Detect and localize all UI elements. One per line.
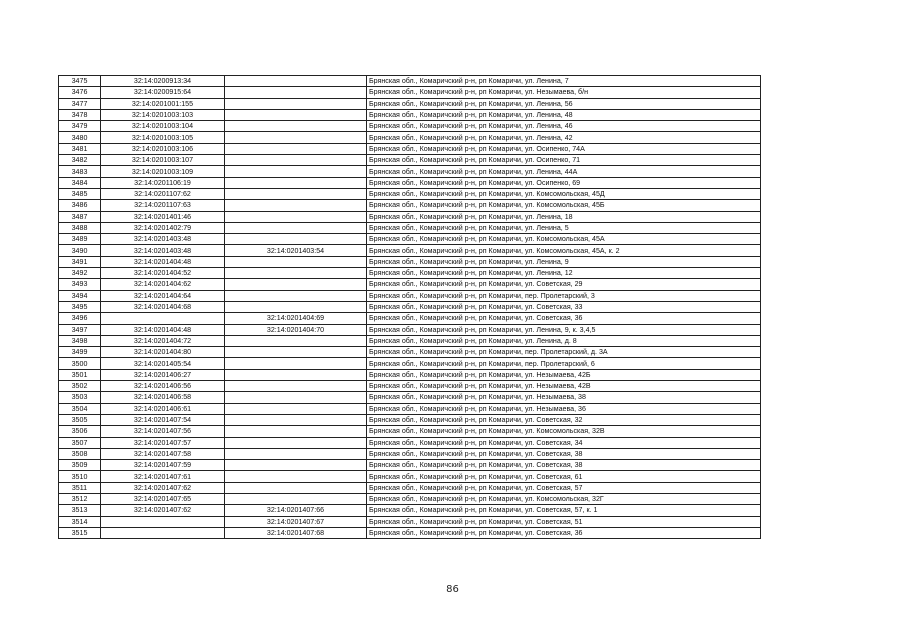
table-row (59, 98, 761, 109)
table-row (59, 482, 761, 493)
address-cell: Брянская обл., Комаричский р-н, рп Комаричи, ул. Ленина, 12 (367, 268, 761, 279)
row-number-cell: 3491 (59, 256, 101, 267)
table-row (59, 188, 761, 199)
cadastral-number-cell: 32:14:0201003:106 (101, 143, 225, 154)
table-row (59, 76, 761, 87)
address-cell: Брянская обл., Комаричский р-н, рп Комаричи, ул. Незымаева, б/н (367, 87, 761, 98)
table-row (59, 493, 761, 504)
cadastral-number-secondary-cell (225, 222, 367, 233)
table-row (59, 516, 761, 527)
table-row (59, 279, 761, 290)
cadastral-number-secondary-cell (225, 98, 367, 109)
table-row (59, 200, 761, 211)
table-row (59, 222, 761, 233)
row-number-cell: 3487 (59, 211, 101, 222)
cadastral-number-secondary-cell (225, 358, 367, 369)
row-number-cell: 3488 (59, 222, 101, 233)
cadastral-number-cell: 32:14:0201401:46 (101, 211, 225, 222)
row-number-cell: 3515 (59, 527, 101, 538)
address-cell: Брянская обл., Комаричский р-н, рп Комаричи, ул. Осипенко, 74А (367, 143, 761, 154)
row-number-cell: 3506 (59, 426, 101, 437)
cadastral-number-secondary-cell (225, 121, 367, 132)
row-number-cell: 3482 (59, 155, 101, 166)
cadastral-number-cell: 32:14:0201407:57 (101, 437, 225, 448)
cadastral-number-secondary-cell: 32:14:0201407:67 (225, 516, 367, 527)
address-cell: Брянская обл., Комаричский р-н, рп Комаричи, ул. Ленина, д. 8 (367, 335, 761, 346)
row-number-cell: 3493 (59, 279, 101, 290)
address-cell: Брянская обл., Комаричский р-н, рп Комаричи, ул. Осипенко, 69 (367, 177, 761, 188)
cadastral-number-cell: 32:14:0201106:19 (101, 177, 225, 188)
cadastral-number-secondary-cell (225, 200, 367, 211)
cadastral-number-cell: 32:14:0201003:103 (101, 109, 225, 120)
table-row (59, 256, 761, 267)
table-row (59, 403, 761, 414)
table-row (59, 245, 761, 256)
address-cell: Брянская обл., Комаричский р-н, рп Комаричи, ул. Ленина, 7 (367, 76, 761, 87)
address-cell: Брянская обл., Комаричский р-н, рп Комаричи, ул. Комсомольская, 32Г (367, 493, 761, 504)
cadastral-number-cell (101, 527, 225, 538)
row-number-cell: 3502 (59, 381, 101, 392)
registry-table-body (59, 76, 761, 539)
cadastral-number-secondary-cell: 32:14:0201407:66 (225, 505, 367, 516)
row-number-cell: 3504 (59, 403, 101, 414)
cadastral-number-cell: 32:14:0201404:80 (101, 347, 225, 358)
address-cell: Брянская обл., Комаричский р-н, рп Комаричи, пер. Пролетарский, д. 3А (367, 347, 761, 358)
cadastral-number-cell: 32:14:0201407:56 (101, 426, 225, 437)
address-cell: Брянская обл., Комаричский р-н, рп Комаричи, ул. Советская, 36 (367, 313, 761, 324)
cadastral-number-cell: 32:14:0201003:109 (101, 166, 225, 177)
cadastral-number-cell: 32:14:0200913:34 (101, 76, 225, 87)
cadastral-number-cell: 32:14:0201402:79 (101, 222, 225, 233)
cadastral-number-cell: 32:14:0201107:63 (101, 200, 225, 211)
cadastral-number-secondary-cell (225, 234, 367, 245)
cadastral-number-secondary-cell (225, 279, 367, 290)
cadastral-number-secondary-cell (225, 268, 367, 279)
table-row (59, 414, 761, 425)
row-number-cell: 3485 (59, 188, 101, 199)
table-row (59, 177, 761, 188)
cadastral-number-cell: 32:14:0201406:58 (101, 392, 225, 403)
cadastral-number-secondary-cell (225, 403, 367, 414)
cadastral-number-secondary-cell: 32:14:0201407:68 (225, 527, 367, 538)
cadastral-number-cell: 32:14:0201404:72 (101, 335, 225, 346)
cadastral-number-secondary-cell (225, 426, 367, 437)
row-number-cell: 3509 (59, 460, 101, 471)
row-number-cell: 3490 (59, 245, 101, 256)
address-cell: Брянская обл., Комаричский р-н, рп Комаричи, ул. Ленина, 56 (367, 98, 761, 109)
cadastral-number-cell: 32:14:0201407:54 (101, 414, 225, 425)
row-number-cell: 3497 (59, 324, 101, 335)
page-number: 86 (446, 584, 459, 595)
cadastral-number-secondary-cell (225, 471, 367, 482)
row-number-cell: 3510 (59, 471, 101, 482)
table-row (59, 335, 761, 346)
address-cell: Брянская обл., Комаричский р-н, рп Комаричи, ул. Осипенко, 71 (367, 155, 761, 166)
cadastral-number-cell (101, 516, 225, 527)
cadastral-number-secondary-cell (225, 76, 367, 87)
table-row (59, 155, 761, 166)
cadastral-number-secondary-cell (225, 132, 367, 143)
cadastral-number-cell: 32:14:0201406:56 (101, 381, 225, 392)
address-cell: Брянская обл., Комаричский р-н, рп Комаричи, ул. Незымаева, 38 (367, 392, 761, 403)
address-cell: Брянская обл., Комаричский р-н, рп Комаричи, ул. Советская, 34 (367, 437, 761, 448)
table-row (59, 166, 761, 177)
cadastral-number-cell: 32:14:0201404:48 (101, 256, 225, 267)
cadastral-number-secondary-cell (225, 290, 367, 301)
cadastral-number-cell: 32:14:0201404:62 (101, 279, 225, 290)
table-row (59, 426, 761, 437)
cadastral-number-cell: 32:14:0201404:68 (101, 301, 225, 312)
cadastral-number-secondary-cell (225, 188, 367, 199)
row-number-cell: 3514 (59, 516, 101, 527)
table-row (59, 347, 761, 358)
row-number-cell: 3494 (59, 290, 101, 301)
table-row (59, 471, 761, 482)
row-number-cell: 3480 (59, 132, 101, 143)
address-cell: Брянская обл., Комаричский р-н, рп Комаричи, ул. Советская, 61 (367, 471, 761, 482)
address-cell: Брянская обл., Комаричский р-н, рп Комаричи, пер. Пролетарский, 3 (367, 290, 761, 301)
table-row (59, 87, 761, 98)
cadastral-number-cell: 32:14:0201404:64 (101, 290, 225, 301)
cadastral-number-cell: 32:14:0201407:62 (101, 482, 225, 493)
table-row (59, 109, 761, 120)
table-row (59, 268, 761, 279)
row-number-cell: 3495 (59, 301, 101, 312)
cadastral-number-secondary-cell (225, 155, 367, 166)
cadastral-number-cell: 32:14:0201407:61 (101, 471, 225, 482)
address-cell: Брянская обл., Комаричский р-н, рп Комаричи, ул. Ленина, 44А (367, 166, 761, 177)
row-number-cell: 3481 (59, 143, 101, 154)
cadastral-number-cell: 32:14:0201406:27 (101, 369, 225, 380)
cadastral-number-secondary-cell (225, 143, 367, 154)
row-number-cell: 3501 (59, 369, 101, 380)
cadastral-number-cell: 32:14:0200915:64 (101, 87, 225, 98)
address-cell: Брянская обл., Комаричский р-н, рп Комаричи, ул. Советская, 32 (367, 414, 761, 425)
row-number-cell: 3503 (59, 392, 101, 403)
cadastral-number-cell: 32:14:0201003:107 (101, 155, 225, 166)
cadastral-number-secondary-cell (225, 493, 367, 504)
address-cell: Брянская обл., Комаричский р-н, рп Комаричи, ул. Ленина, 42 (367, 132, 761, 143)
cadastral-number-secondary-cell: 32:14:0201403:54 (225, 245, 367, 256)
row-number-cell: 3508 (59, 448, 101, 459)
table-row (59, 392, 761, 403)
cadastral-number-secondary-cell (225, 369, 367, 380)
cadastral-number-cell: 32:14:0201407:65 (101, 493, 225, 504)
cadastral-number-cell: 32:14:0201405:54 (101, 358, 225, 369)
cadastral-number-secondary-cell: 32:14:0201404:70 (225, 324, 367, 335)
address-cell: Брянская обл., Комаричский р-н, рп Комаричи, ул. Ленина, 18 (367, 211, 761, 222)
row-number-cell: 3511 (59, 482, 101, 493)
table-row (59, 381, 761, 392)
table-row (59, 324, 761, 335)
row-number-cell: 3507 (59, 437, 101, 448)
row-number-cell: 3476 (59, 87, 101, 98)
cadastral-number-cell: 32:14:0201403:48 (101, 234, 225, 245)
row-number-cell: 3489 (59, 234, 101, 245)
cadastral-number-secondary-cell (225, 256, 367, 267)
table-row (59, 211, 761, 222)
address-cell: Брянская обл., Комаричский р-н, рп Комаричи, ул. Советская, 33 (367, 301, 761, 312)
address-cell: Брянская обл., Комаричский р-н, рп Комаричи, ул. Советская, 57, к. 1 (367, 505, 761, 516)
row-number-cell: 3479 (59, 121, 101, 132)
cadastral-number-cell: 32:14:0201404:52 (101, 268, 225, 279)
cadastral-number-secondary-cell (225, 87, 367, 98)
row-number-cell: 3496 (59, 313, 101, 324)
cadastral-number-cell (101, 313, 225, 324)
table-row (59, 358, 761, 369)
row-number-cell: 3499 (59, 347, 101, 358)
cadastral-number-secondary-cell (225, 392, 367, 403)
table-row (59, 143, 761, 154)
cadastral-number-secondary-cell (225, 177, 367, 188)
row-number-cell: 3484 (59, 177, 101, 188)
cadastral-number-cell: 32:14:0201407:62 (101, 505, 225, 516)
cadastral-number-secondary-cell (225, 381, 367, 392)
row-number-cell: 3500 (59, 358, 101, 369)
table-row (59, 527, 761, 538)
cadastral-number-secondary-cell (225, 482, 367, 493)
address-cell: Брянская обл., Комаричский р-н, рп Комаричи, ул. Незымаева, 42Б (367, 369, 761, 380)
address-cell: Брянская обл., Комаричский р-н, рп Комаричи, ул. Незымаева, 36 (367, 403, 761, 414)
address-cell: Брянская обл., Комаричский р-н, рп Комаричи, ул. Советская, 51 (367, 516, 761, 527)
table-row (59, 460, 761, 471)
cadastral-number-secondary-cell (225, 109, 367, 120)
address-cell: Брянская обл., Комаричский р-н, рп Комаричи, ул. Ленина, 9 (367, 256, 761, 267)
address-cell: Брянская обл., Комаричский р-н, рп Комаричи, ул. Комсомольская, 45А, к. 2 (367, 245, 761, 256)
address-cell: Брянская обл., Комаричский р-н, рп Комаричи, ул. Ленина, 48 (367, 109, 761, 120)
address-cell: Брянская обл., Комаричский р-н, рп Комаричи, ул. Комсомольская, 45Б (367, 200, 761, 211)
cadastral-number-secondary-cell: 32:14:0201404:69 (225, 313, 367, 324)
address-cell: Брянская обл., Комаричский р-н, рп Комаричи, ул. Комсомольская, 45А (367, 234, 761, 245)
cadastral-number-secondary-cell (225, 211, 367, 222)
address-cell: Брянская обл., Комаричский р-н, рп Комаричи, ул. Незымаева, 42В (367, 381, 761, 392)
row-number-cell: 3478 (59, 109, 101, 120)
address-cell: Брянская обл., Комаричский р-н, рп Комаричи, пер. Пролетарский, 6 (367, 358, 761, 369)
cadastral-number-secondary-cell (225, 166, 367, 177)
row-number-cell: 3492 (59, 268, 101, 279)
cadastral-number-secondary-cell (225, 301, 367, 312)
cadastral-number-secondary-cell (225, 335, 367, 346)
table-row (59, 505, 761, 516)
cadastral-number-cell: 32:14:0201003:104 (101, 121, 225, 132)
cadastral-number-cell: 32:14:0201403:48 (101, 245, 225, 256)
cadastral-number-cell: 32:14:0201407:58 (101, 448, 225, 459)
address-cell: Брянская обл., Комаричский р-н, рп Комаричи, ул. Советская, 36 (367, 527, 761, 538)
table-row (59, 448, 761, 459)
row-number-cell: 3498 (59, 335, 101, 346)
address-cell: Брянская обл., Комаричский р-н, рп Комаричи, ул. Ленина, 5 (367, 222, 761, 233)
row-number-cell: 3486 (59, 200, 101, 211)
cadastral-number-secondary-cell (225, 414, 367, 425)
row-number-cell: 3477 (59, 98, 101, 109)
row-number-cell: 3512 (59, 493, 101, 504)
table-row (59, 437, 761, 448)
address-cell: Брянская обл., Комаричский р-н, рп Комаричи, ул. Ленина, 9, к. 3,4,5 (367, 324, 761, 335)
table-row (59, 313, 761, 324)
cadastral-number-secondary-cell (225, 347, 367, 358)
address-cell: Брянская обл., Комаричский р-н, рп Комаричи, ул. Советская, 29 (367, 279, 761, 290)
cadastral-number-cell: 32:14:0201001:155 (101, 98, 225, 109)
table-row (59, 121, 761, 132)
cadastral-number-cell: 32:14:0201003:105 (101, 132, 225, 143)
row-number-cell: 3505 (59, 414, 101, 425)
cadastral-number-cell: 32:14:0201406:61 (101, 403, 225, 414)
address-cell: Брянская обл., Комаричский р-н, рп Комаричи, ул. Советская, 57 (367, 482, 761, 493)
table-row (59, 132, 761, 143)
row-number-cell: 3475 (59, 76, 101, 87)
cadastral-number-secondary-cell (225, 437, 367, 448)
address-cell: Брянская обл., Комаричский р-н, рп Комаричи, ул. Комсомольская, 45Д (367, 188, 761, 199)
property-registry-table (58, 75, 761, 539)
row-number-cell: 3483 (59, 166, 101, 177)
cadastral-number-secondary-cell (225, 448, 367, 459)
address-cell: Брянская обл., Комаричский р-н, рп Комаричи, ул. Комсомольская, 32В (367, 426, 761, 437)
cadastral-number-secondary-cell (225, 460, 367, 471)
cadastral-number-cell: 32:14:0201407:59 (101, 460, 225, 471)
address-cell: Брянская обл., Комаричский р-н, рп Комаричи, ул. Советская, 38 (367, 460, 761, 471)
cadastral-number-cell: 32:14:0201107:62 (101, 188, 225, 199)
address-cell: Брянская обл., Комаричский р-н, рп Комаричи, ул. Советская, 38 (367, 448, 761, 459)
cadastral-number-cell: 32:14:0201404:48 (101, 324, 225, 335)
address-cell: Брянская обл., Комаричский р-н, рп Комаричи, ул. Ленина, 46 (367, 121, 761, 132)
table-row (59, 301, 761, 312)
table-row (59, 369, 761, 380)
table-row (59, 290, 761, 301)
row-number-cell: 3513 (59, 505, 101, 516)
table-row (59, 234, 761, 245)
